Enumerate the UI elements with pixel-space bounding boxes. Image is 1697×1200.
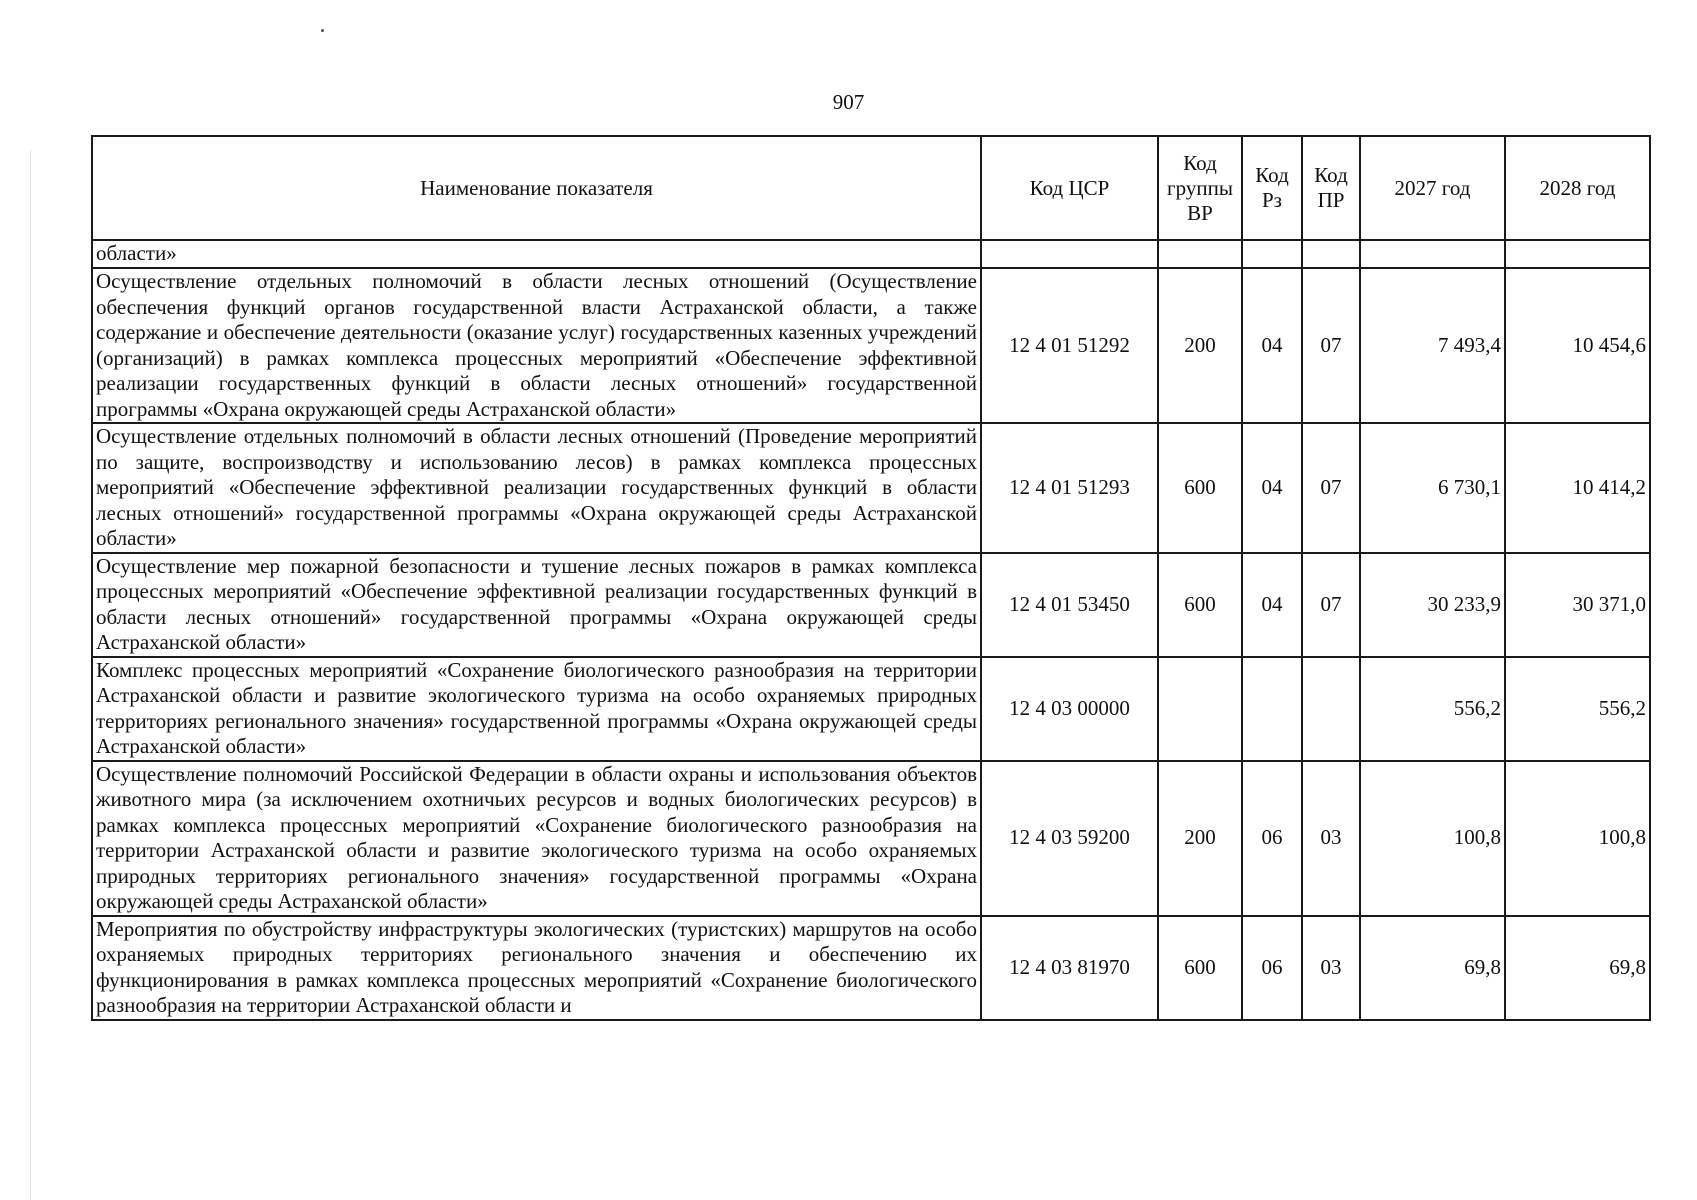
row-csr: 12 4 03 59200 [981,761,1158,916]
row-pr: 07 [1302,268,1360,423]
row-pr: 07 [1302,553,1360,657]
row-rz: 06 [1242,761,1302,916]
row-vr [1158,657,1242,761]
row-2027 [1360,240,1505,268]
table-row [92,553,1650,657]
row-2028: 30 371,0 [1505,553,1650,657]
row-rz [1242,240,1302,268]
page-number: 907 [832,90,865,114]
row-csr: 12 4 01 51293 [981,423,1158,553]
row-pr [1302,657,1360,761]
row-2027: 6 730,1 [1360,423,1505,553]
table-row [92,240,1650,268]
row-rz [1242,657,1302,761]
row-vr: 600 [1158,423,1242,553]
row-vr: 600 [1158,916,1242,1020]
table-row [92,423,1650,553]
row-rz: 04 [1242,268,1302,423]
row-vr [1158,240,1242,268]
row-vr: 200 [1158,268,1242,423]
row-name: Осуществление отдельных полномочий в области лесных отношений (Осуществление обеспечения функций органов государственной власти Астраханской области, а также содержание и обеспечение деятельности (оказание услуг) государственных казенных учреждений (организаций) в рамках комплекса процессных мероприятий «Обеспечение эффективной реализации государственных функций в области лесных отношений» государственной программы «Охрана окружающей среды Астраханской области» [92,268,981,423]
row-2028: 10 454,6 [1505,268,1650,423]
table-row [92,657,1650,761]
scan-speck [321,29,324,32]
table-row [92,761,1650,916]
header-2027: 2027 год [1360,136,1505,240]
row-2028: 100,8 [1505,761,1650,916]
row-name: Осуществление отдельных полномочий в области лесных отношений (Проведение мероприятий по защите, воспроизводству и использованию лесов) в рамках комплекса процессных мероприятий «Обеспечение эффективной реализации государственных функций в области лесных отношений» государственной программы «Охрана окружающей среды Астраханской области» [92,423,981,553]
header-vr: Код группы ВР [1158,136,1242,240]
row-rz: 04 [1242,553,1302,657]
row-pr: 03 [1302,916,1360,1020]
row-2027: 556,2 [1360,657,1505,761]
budget-table [91,135,1651,1021]
row-csr: 12 4 03 81970 [981,916,1158,1020]
table-row [92,916,1650,1020]
row-csr: 12 4 03 00000 [981,657,1158,761]
page-edge-line [30,150,31,1200]
row-2028: 69,8 [1505,916,1650,1020]
header-rz: Код Рз [1242,136,1302,240]
row-pr: 07 [1302,423,1360,553]
row-rz: 04 [1242,423,1302,553]
row-name: Осуществление полномочий Российской Федерации в области охраны и использования объектов животного мира (за исключением охотничьих ресурсов и водных биологических ресурсов) в рамках комплекса процессных мероприятий «Сохранение биологического разнообразия на территории Астраханской области и развитие экологического туризма на особо охраняемых природных территориях регионального значения» государственной программы «Охрана окружающей среды Астраханской области» [92,761,981,916]
row-pr [1302,240,1360,268]
header-name: Наименование показателя [92,136,981,240]
row-csr: 12 4 01 51292 [981,268,1158,423]
row-name: Мероприятия по обустройству инфраструктуры экологических (туристских) маршрутов на особо охраняемых природных территориях регионального значения и обеспечению их функционирования в рамках комплекса процессных мероприятий «Сохранение биологического разнообразия на территории Астраханской области и [92,916,981,1020]
row-vr: 600 [1158,553,1242,657]
row-csr: 12 4 01 53450 [981,553,1158,657]
row-2027: 69,8 [1360,916,1505,1020]
table-header-row [92,136,1650,240]
row-2028 [1505,240,1650,268]
header-csr: Код ЦСР [981,136,1158,240]
row-rz: 06 [1242,916,1302,1020]
row-2028: 556,2 [1505,657,1650,761]
row-2027: 30 233,9 [1360,553,1505,657]
header-2028: 2028 год [1505,136,1650,240]
row-name: Осуществление мер пожарной безопасности и тушение лесных пожаров в рамках комплекса процессных мероприятий «Обеспечение эффективной реализации государственных функций в области лесных отношений» государственной программы «Охрана окружающей среды Астраханской области» [92,553,981,657]
row-pr: 03 [1302,761,1360,916]
row-name: области» [92,240,981,268]
row-2027: 100,8 [1360,761,1505,916]
table-row [92,268,1650,423]
row-vr: 200 [1158,761,1242,916]
row-2028: 10 414,2 [1505,423,1650,553]
row-name: Комплекс процессных мероприятий «Сохранение биологического разнообразия на территории Астраханской области и развитие экологического туризма на особо охраняемых природных территориях регионального значения» государственной программы «Охрана окружающей среды Астраханской области» [92,657,981,761]
row-csr [981,240,1158,268]
header-pr: Код ПР [1302,136,1360,240]
row-2027: 7 493,4 [1360,268,1505,423]
